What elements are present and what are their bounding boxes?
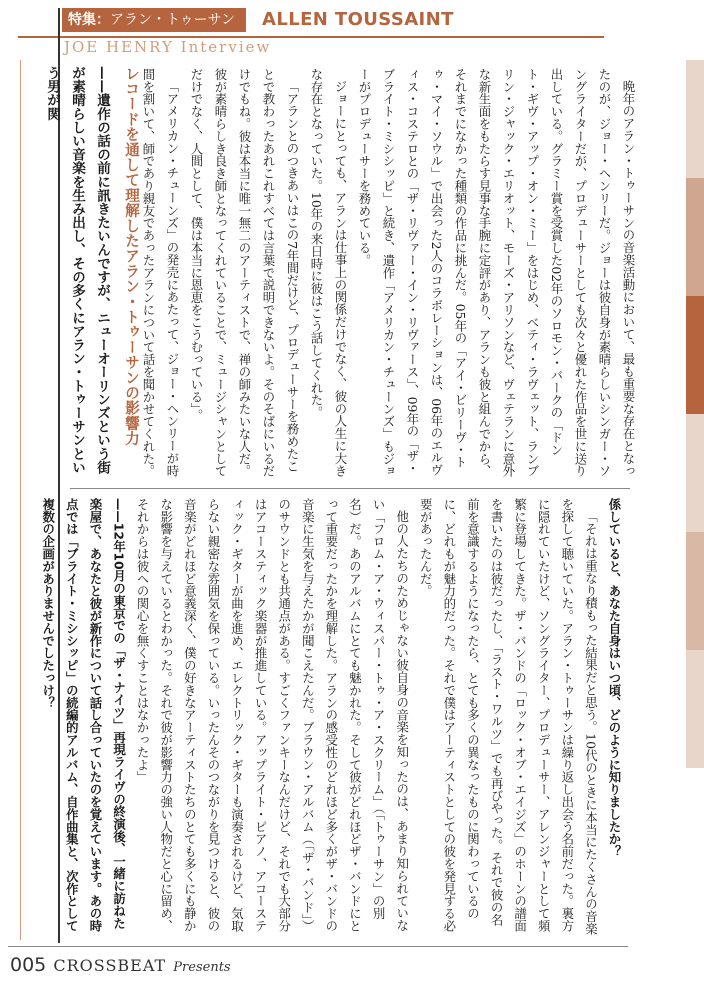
answer-paragraph: 他の人たちのためじゃない彼自身の音楽を知ったのは、あまり知られていない「フロム・ア・ウィスパー・トゥ・ア・スクリーム」（「トゥーサン」の別名）だ。あのアルバムにとても魅かれた。そして彼がどれほどザ・バンドにとって重要だったかを理解した。アランの感受性のどれほど多くがザ・バンドの音楽に生気を与えたかが聞こえたんだ。ブラウン・アルバム（「ザ・バンド」）のサウンドとも共通点がある。すごくファンキーなんだけど、それでも大部分はアコースティック楽器が推進している。アップライト・ピアノ、アコースティック・ギターが曲を進め、エレクトリック・ギターも演奏されるけど、気取らない親密な雰囲気を保っている。いったんそのつながりを見つけると、彼の音楽がどれほど意義深く、僕の好きなアーティストたちのとても多くにも静かな影響を与えているとわかった。それで彼が影響力の強い人物だと心に留め、それからは彼への関心を無くすことはなかったよ」	[135, 498, 410, 932]
page-number: 005	[10, 954, 47, 976]
edge-tab	[686, 60, 704, 178]
interview-question: ——12年10月の東京での「ザ・ナイツ」再現ライヴの終演後、一緒に訪ねた楽屋で、あなたと彼が新作について話し合っていたのを覚えています。あの時点では「ブライト・ミシシッピ」の続編的アルバム、自作曲集と、次作として複数の企画がありませんでしたっけ？	[40, 498, 127, 932]
section-divider	[70, 488, 630, 489]
intro-paragraph: 「アランとのつきあいはこの7年間だけど、プロデューサーを務めたことで教わったあれこれすべては言葉で説明できないよ。そのそばにいるだけでもね。彼は本当に唯一無二のアーティストで、禅の師みたいな人だ。彼が素晴らしき良き師となってくれていることで、ミュージシャンとしてだけでなく、人間として、僕は本当に恩恵をこうむっている」。	[189, 68, 300, 478]
intro-paragraph: 晩年のアラン・トゥーサンの音楽活動において、最も重要な存在となったのが、ジョー・ヘンリーだ。ジョーは彼自身が素晴らしいシンガー・ソングライターだが、プロデューサーとしても次々と優れた作品を世に送り出している。グラミー賞を受賞した02年のソロモン・バークの「ドント・ギヴ・アップ・オン・ミー」をはじめ、ベティ・ラヴェット、ランブリン・ジャック・エリオット、モーズ・アリソンなど、ヴェテランに意外な新生面をもたらす見事な手腕に定評があり、アランも彼と組んでから、それまでになかった種類の作品に挑んだ。05年の「アイ・ビリーヴ・トゥ・マイ・ソウル」で出会った2人のコラボレーションは、06年のエルヴィス・コステロとの「ザ・リヴァー・イン・リヴァース」、09年の「ザ・ブライト・ミシシッピ」と続き、遺作「アメリカン・チューンズ」もジョーがプロデューサーを務めている。	[357, 68, 636, 478]
edge-tab	[686, 650, 704, 768]
feature-tag	[62, 8, 246, 32]
article-subtitle: JOE HENRY Interview	[64, 38, 272, 56]
question-continued: 係していると、あなた自身はいつ頃、どのように知りましたか？	[607, 498, 622, 858]
interview-question	[44, 66, 114, 484]
intro-paragraph: 「アメリカン・チューンズ」の発売にあたって、ジョー・ヘンリーが時間を割いて、師であり親友であったアランについて話を聞かせてくれた。	[141, 68, 180, 478]
edge-tab	[686, 178, 704, 296]
edge-tab	[686, 296, 704, 414]
interview-body	[40, 498, 626, 938]
left-accent-line	[20, 60, 21, 940]
footer-rule	[8, 946, 628, 947]
brand-presents: Presents	[173, 960, 231, 975]
edge-tab	[686, 414, 704, 532]
intro-paragraph: ジョーにとっても、アランは仕事上の関係だけでなく、彼の人生に大きな存在となっていた。10年の来日時に彼はこう話してくれた。	[309, 68, 348, 478]
answer-paragraph: 「それは重なり積もった結果だと思う。10代のときに本当にたくさんの音楽を探して聴いていた。アラン・トゥーサンは繰り返し出会う名前だった。裏方に隠れていたけど、ソングライター、プロデューサー、アレンジャーとして頻繁に登場してきた。ザ・バンドの「ロック・オブ・エイジズ」のホーンの譜面を書いたのは彼だったし、「ラスト・ワルツ」でも再びやった。それで彼の名前を意識するようになったら、とても多くの異なったものに関わっているのに、どれもが魅力的だった。それで僕はアーティストとしての彼を発見する必要があったんだ。	[418, 498, 599, 936]
feature-tag-name: アラン・トゥーサン	[110, 12, 235, 28]
article-title: ALLEN TOUSSAINT	[262, 9, 454, 30]
intro-body	[141, 68, 640, 478]
feature-tag-prefix: 特集：	[68, 12, 110, 28]
question-text: ——遺作の話の前に訊きたいんですが、ニューオーリンズという街が素晴らしい音楽を生み出し、その多くにアラン・トゥーサンという男が関	[44, 66, 110, 474]
magazine-brand: CROSSBEAT	[53, 956, 167, 975]
section-heading: レコードを通して理解したアラン・トゥーサンの影響力	[123, 66, 140, 446]
page-footer	[10, 954, 231, 976]
edge-tab	[686, 532, 704, 650]
